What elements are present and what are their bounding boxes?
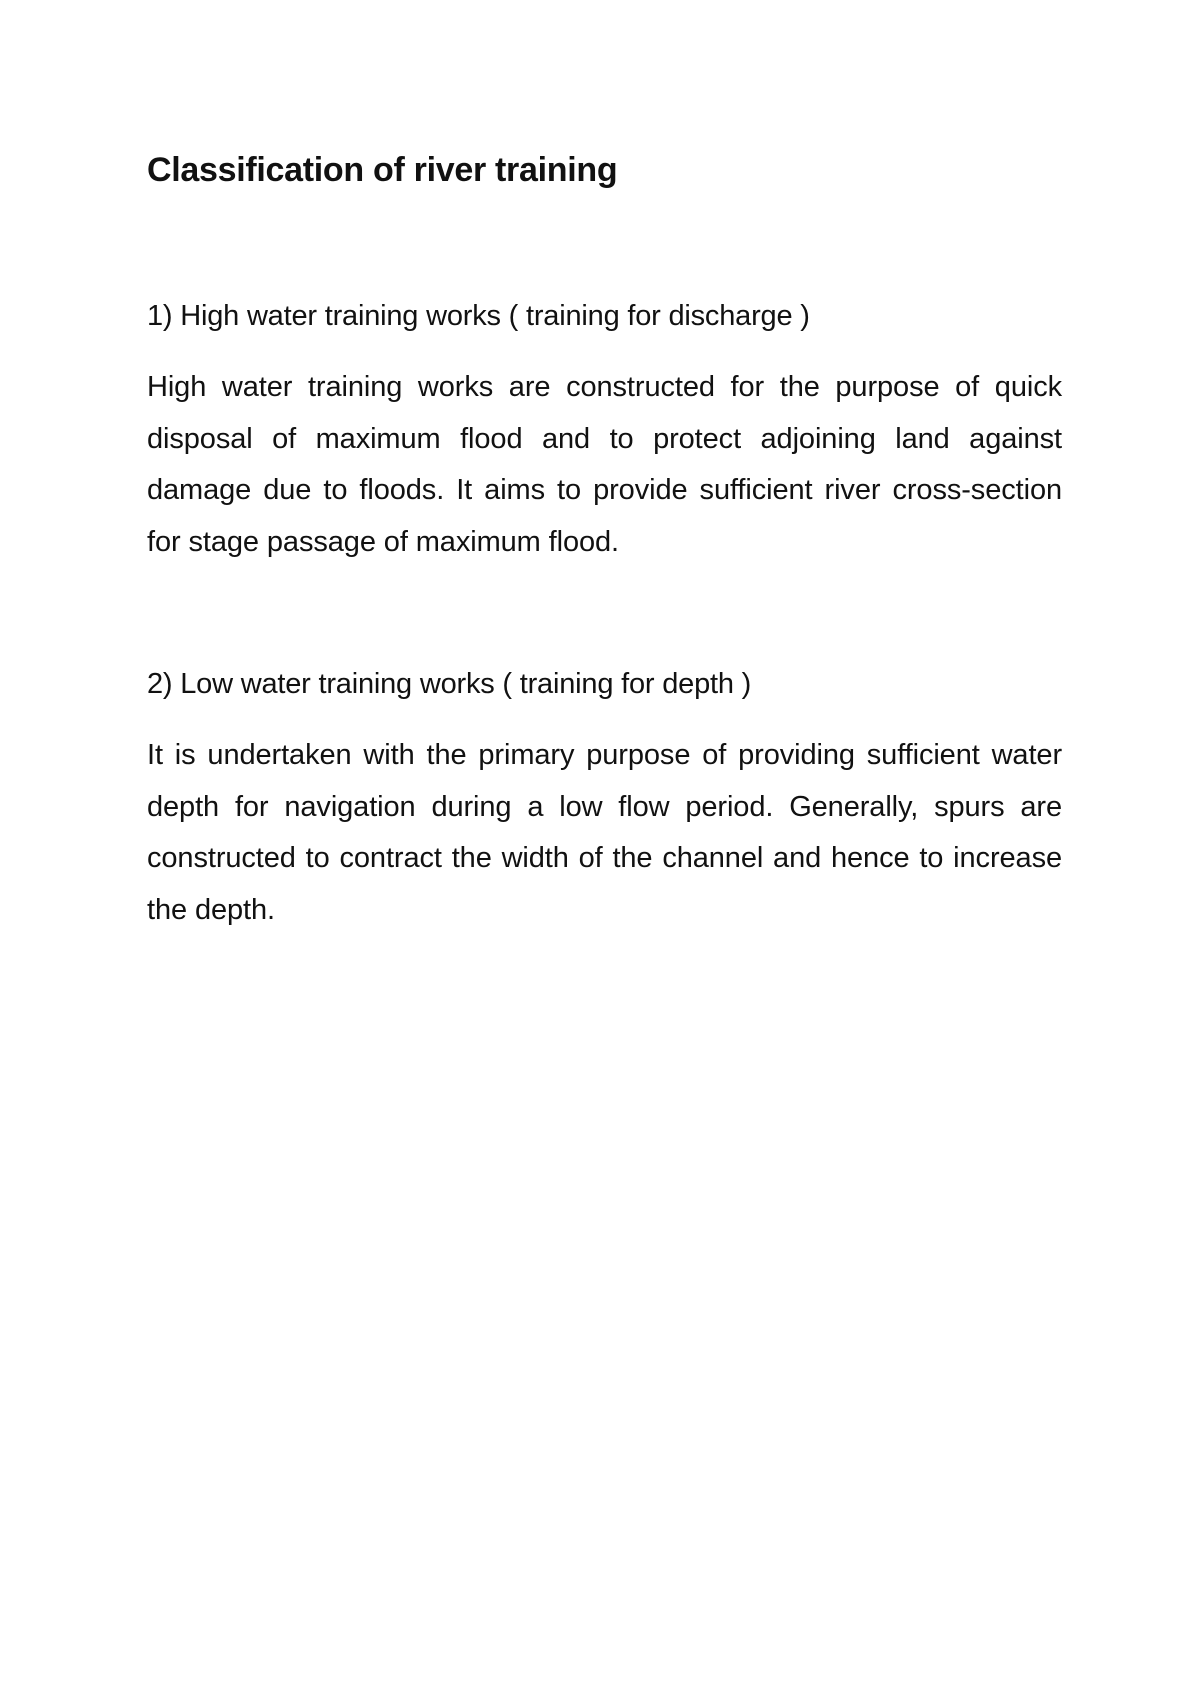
document-content: [147, 148, 1062, 936]
section-body: High water training works are constructed for the purpose of quick disposal of maximum flood and to protect adjoining land against damage due to floods. It aims to provide sufficient river cross-section for stage passage of maximum flood.: [147, 371, 1062, 558]
page-title: Classification of river training: [147, 151, 618, 189]
section-heading: 2) Low water training works ( training for depth ): [147, 668, 752, 700]
section-high-water-training: [147, 296, 1062, 568]
section-low-water-training: [147, 664, 1062, 936]
section-body: It is undertaken with the primary purpose of providing sufficient water depth for navigation during a low flow period. Generally, spurs are constructed to contract the width of the channel and hence to increase the depth.: [147, 739, 1062, 926]
section-heading: 1) High water training works ( training for discharge ): [147, 300, 810, 332]
